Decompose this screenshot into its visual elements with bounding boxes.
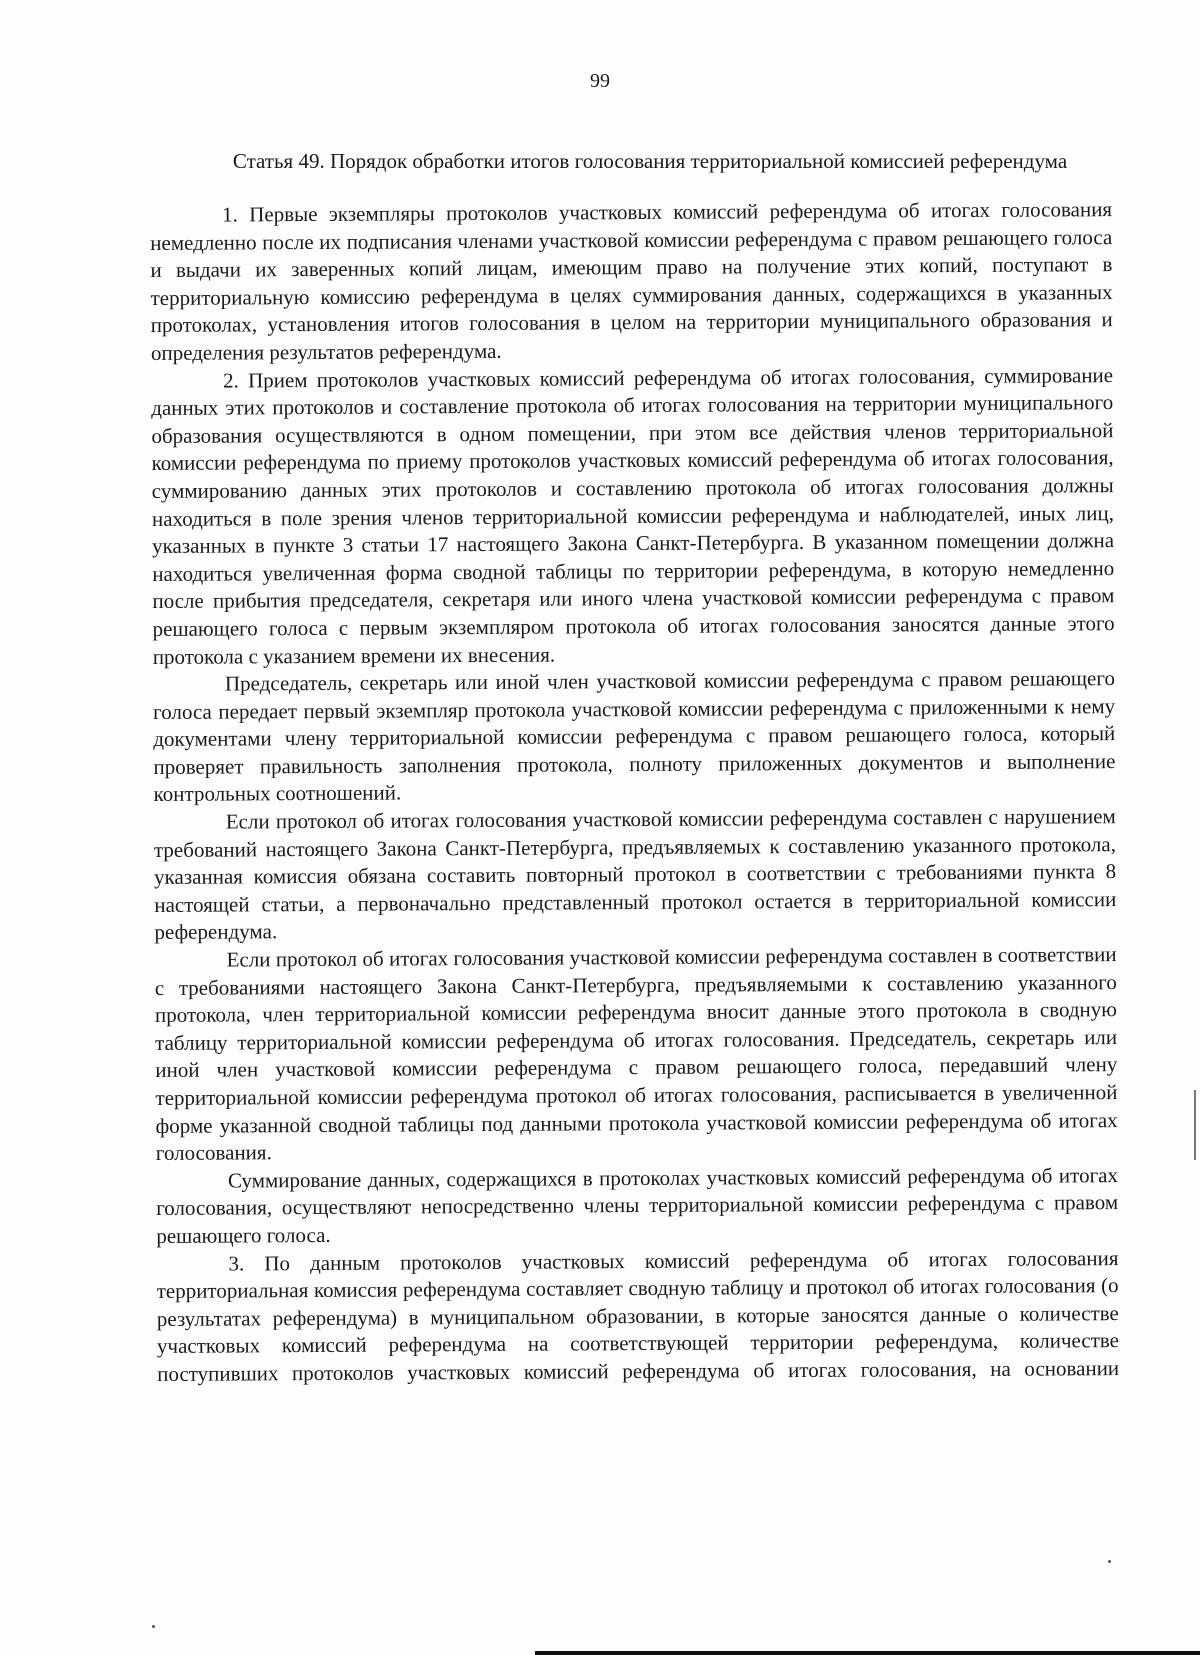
scan-bottom-edge: [535, 1651, 1200, 1655]
paragraph-7: 3. По данным протоколов участковых комиссий референдума об итогах голосования территориальная комиссия референдума составляет сводную таблицу и протокол об итогах голосования (о результатах референдума) в муниципальном образовании, в которые заносятся данные о количестве участковых комиссий референдума на соответствующей территории референдума, количестве поступивших протоколов участковых комиссий референдума об итогах голосования, на основании: [156, 1245, 1120, 1386]
paragraph-6: Суммирование данных, содержащихся в протоколах участковых комиссий референдума об итогах голосования, осуществляют непосредственно члены территориальной комиссии референдума с правом решающего голоса.: [156, 1162, 1119, 1248]
scan-speck: [152, 1625, 155, 1628]
paragraph-4: Если протокол об итогах голосования участковой комиссии референдума составлен с нарушением требований настоящего Закона Санкт-Петербурга, предъявляемых к составлению указанного протокола, указанная комиссия обязана составить повторный протокол в соответствии с требованиями пункта 8 настоящей статьи, а первоначально представленный протокол остается в территориальной комиссии референдума.: [153, 804, 1117, 945]
scan-right-mark: [1194, 1090, 1196, 1160]
paragraph-5: Если протокол об итогах голосования участковой комиссии референдума составлен в соответствии с требованиями настоящего Закона Санкт-Петербурга, предъявляемыми к составлению указанного протокола, член территориальной комиссии референдума вносит данные этого протокола в сводную таблицу территориальной комиссии референдума об итогах голосования. Председатель, секретарь или иной член участковой комиссии референдума с правом решающего голоса, передавший члену территориальной комиссии референдума протокол об итогах голосования, расписывается в увеличенной форме указанной сводной таблицы под данными протокола участковой комиссии референдума об итогах голосования.: [154, 942, 1118, 1166]
scan-speck: [1108, 1560, 1111, 1563]
article-body: [150, 196, 1119, 1388]
article-title: Статья 49. Порядок обработки итогов голосования территориальной комиссией референдума: [232, 149, 1068, 173]
paragraph-2: 2. Прием протоколов участковых комиссий референдума об итогах голосования, суммирование данных этих протоколов и составление протокола об итогах голосования на территории муниципального образования осуществляются в одном помещении, при этом все действия членов территориальной комиссии референдума по приему протоколов участковых комиссий референдума об итогах голосования, суммированию данных этих протоколов и составлению протокола об итогах голосования должны находиться в поле зрения членов территориальной комиссии референдума и наблюдателей, иных лиц, указанных в пункте 3 статьи 17 настоящего Закона Санкт-Петербурга. В указанном помещении должна находиться увеличенная форма сводной таблицы по территории референдума, в которую немедленно после прибытия председателя, секретаря или иного члена участковой комиссии референдума с правом решающего голоса с первым экземпляром протокола об итогах голосования заносятся данные этого протокола с указанием времени их внесения.: [151, 362, 1115, 669]
page-number: 99: [590, 70, 610, 92]
paragraph-1: 1. Первые экземпляры протоколов участковых комиссий референдума об итогах голосования немедленно после их подписания членами участковой комиссии референдума с правом решающего голоса и выдачи их заверенных копий лицам, имеющим право на получение этих копий, поступают в территориальную комиссию референдума в целях суммирования данных, содержащихся в указанных протоколах, установления итогов голосования в целом на территории муниципального образования и определения результатов референдума.: [150, 197, 1113, 365]
paragraph-3: Председатель, секретарь или иной член участковой комиссии референдума с правом решающего голоса передает первый экземпляр протокола участковой комиссии референдума с приложенными к нему документами члену территориальной комиссии референдума с правом решающего голоса, который проверяет правильность заполнения протокола, полноту приложенных документов и выполнение контрольных соотношений.: [153, 666, 1116, 807]
